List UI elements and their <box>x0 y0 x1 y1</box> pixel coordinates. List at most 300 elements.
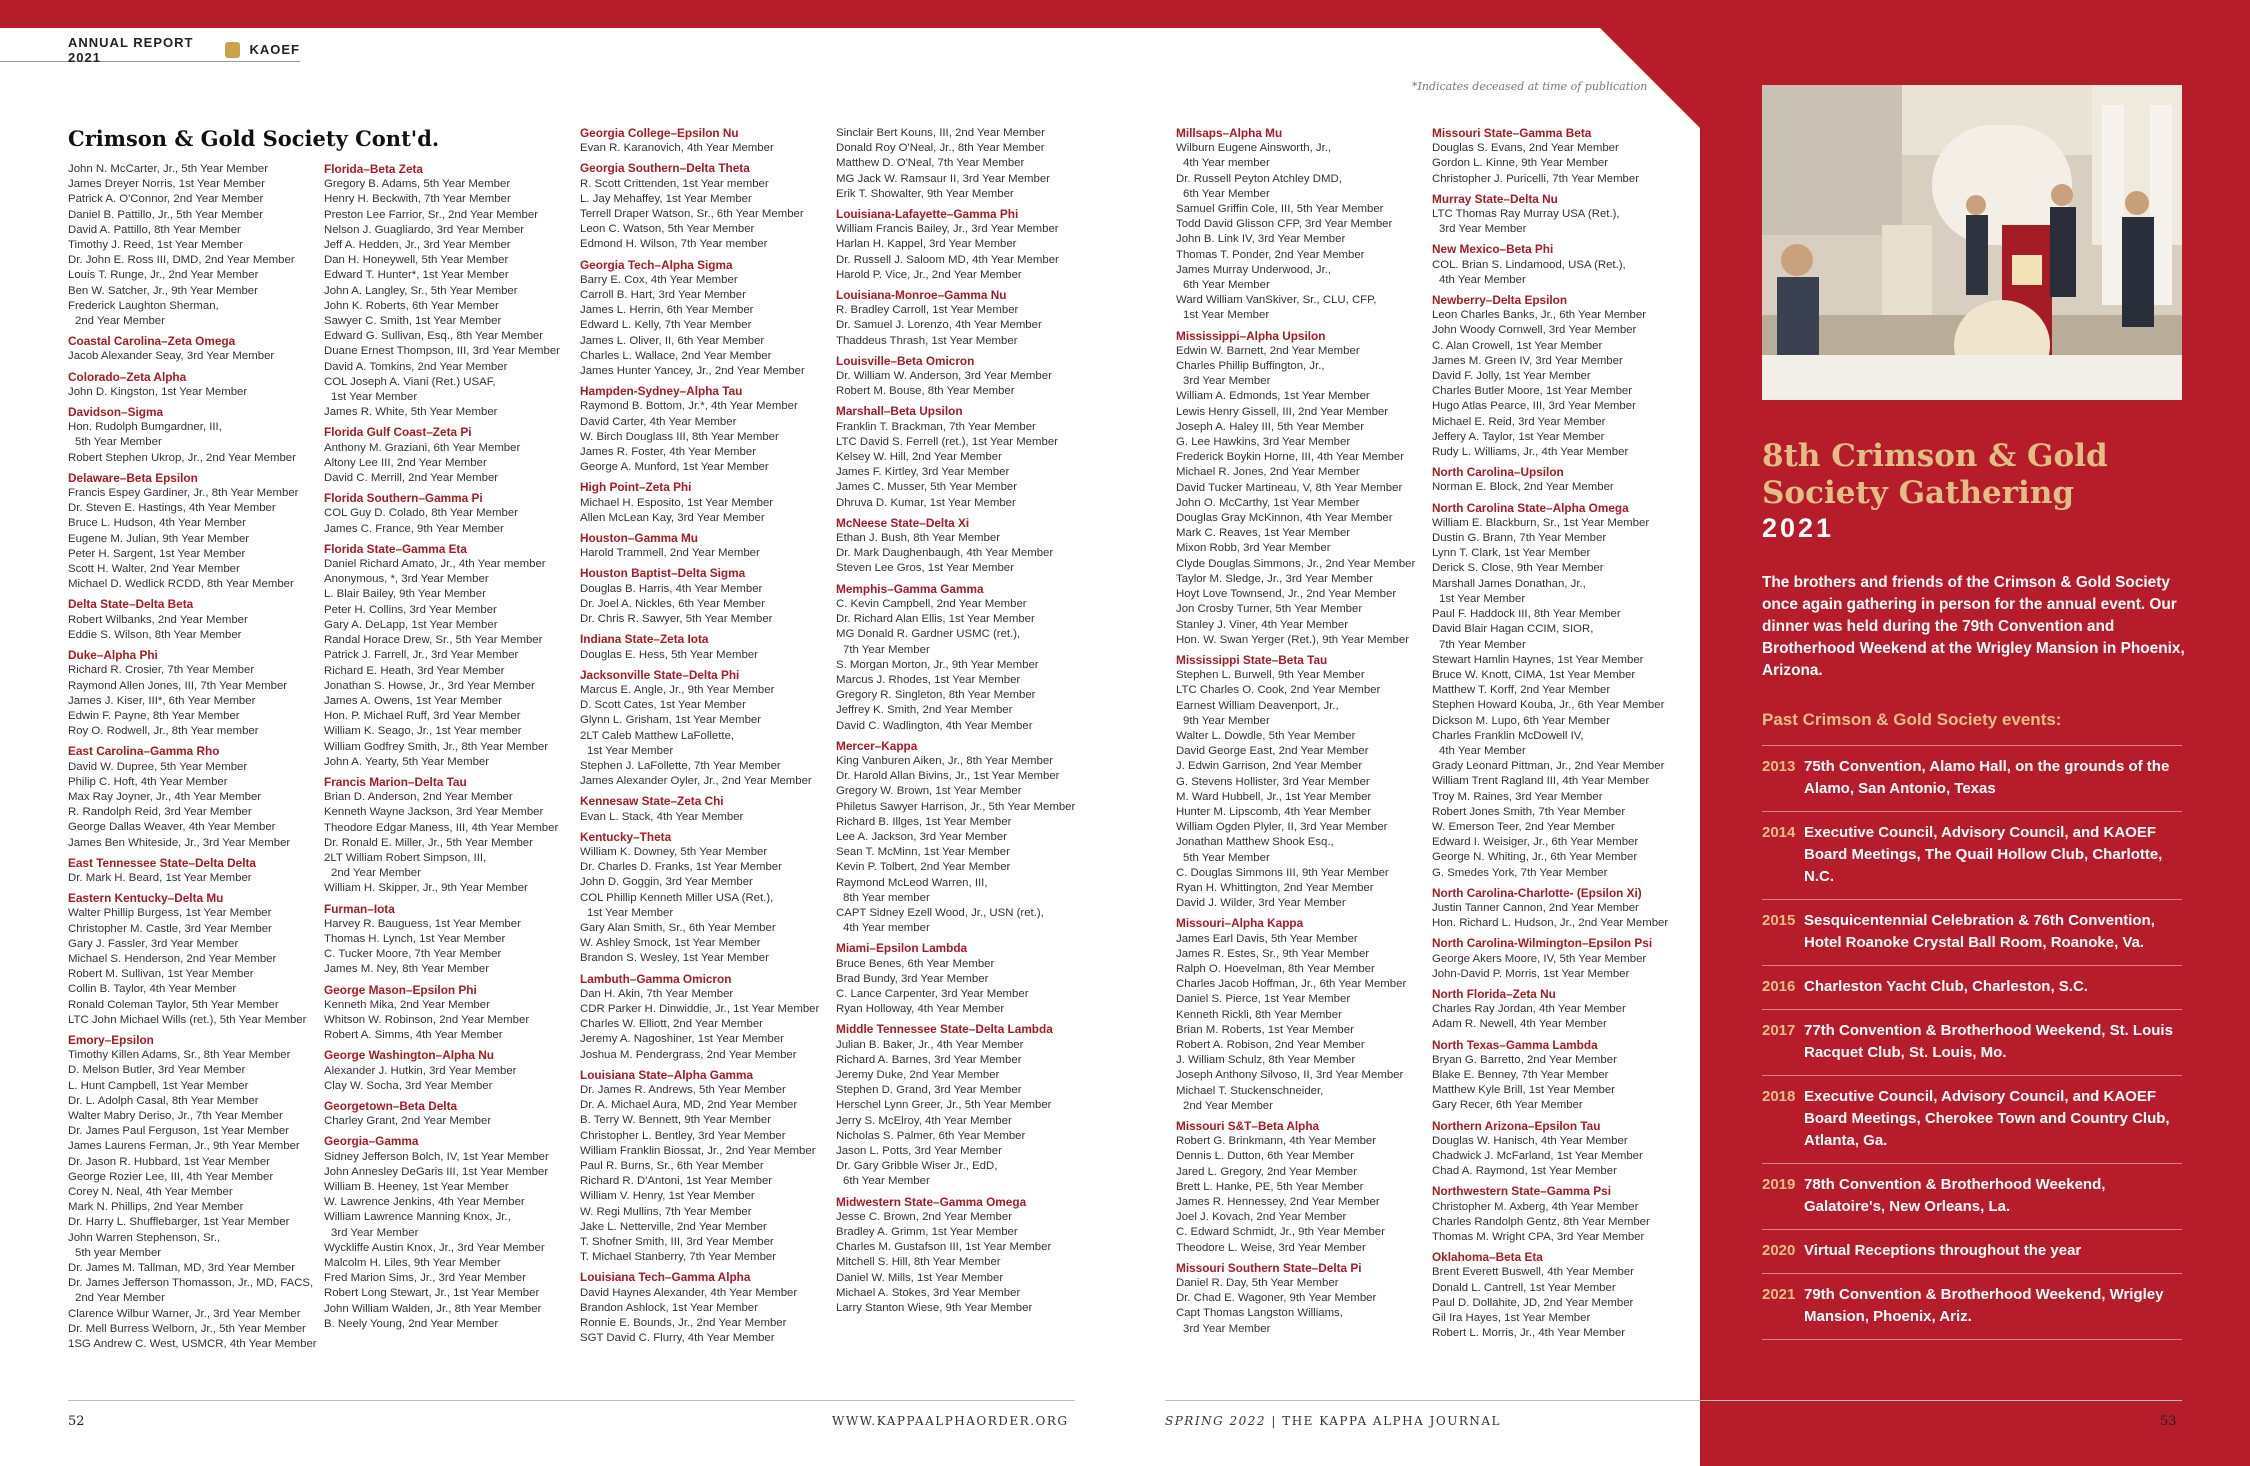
member-line: William B. Heeney, 1st Year Member <box>324 1181 509 1193</box>
member-line: Peter H. Sargent, 1st Year Member <box>68 547 246 560</box>
member-line: Jason L. Potts, 3rd Year Member <box>836 1145 1002 1157</box>
member-line: Dr. Harry L. Shufflebarger, 1st Year Member <box>68 1216 290 1229</box>
member-line: David A. Tomkins, 2nd Year Member <box>324 360 508 373</box>
member-line: 2nd Year Member <box>331 867 421 880</box>
member-line: Ralph O. Hoevelman, 8th Year Member <box>1176 962 1375 975</box>
member-line: Ryan Holloway, 4th Year Member <box>836 1003 1005 1016</box>
member-line: Jonathan Matthew Shook Esq., <box>1176 836 1334 849</box>
member-line: David Blair Hagan CCIM, SIOR, <box>1432 623 1594 636</box>
member-line: 4th Year member <box>843 922 930 935</box>
member-line: Chad A. Raymond, 1st Year Member <box>1432 1165 1617 1178</box>
chapter-heading: Miami–Epsilon Lambda <box>836 941 968 956</box>
member-line: 5th Year Member <box>75 436 162 449</box>
member-line: Robert A. Robison, 2nd Year Member <box>1176 1038 1365 1051</box>
chapter-heading: Eastern Kentucky–Delta Mu <box>68 891 224 906</box>
member-line: Philetus Sawyer Harrison, Jr., 5th Year Member <box>836 800 1076 813</box>
member-line: Mitchell S. Hill, 8th Year Member <box>836 1256 1001 1269</box>
member-line: Dan H. Honeywell, 5th Year Member <box>324 254 509 267</box>
chapter-heading: Northwestern State–Gamma Psi <box>1432 1184 1611 1199</box>
deceased-note: *Indicates deceased at time of publication <box>1412 80 1648 93</box>
member-line: Dr. A. Michael Aura, MD, 2nd Year Member <box>580 1099 798 1112</box>
member-line: Todd David Glisson CFP, 3rd Year Member <box>1176 218 1393 231</box>
member-line: Christopher M. Axberg, 4th Year Member <box>1432 1200 1639 1213</box>
member-line: William Lawrence Manning Knox, Jr., <box>324 1211 511 1224</box>
chapter-heading: North Texas–Gamma Lambda <box>1432 1037 1598 1052</box>
org-label: KAOEF <box>249 42 300 57</box>
footer-rule-right <box>1165 1400 2182 1401</box>
member-line: James Laurens Ferman, Jr., 9th Year Member <box>68 1140 300 1153</box>
chapter-heading: Georgia College–Epsilon Nu <box>580 126 739 140</box>
chapter-heading: Louisville–Beta Omicron <box>836 353 975 368</box>
member-line: Jeremy Duke, 2nd Year Member <box>836 1068 1000 1081</box>
member-line: 6th Year Member <box>1183 279 1270 292</box>
member-line: Max Ray Joyner, Jr., 4th Year Member <box>68 790 262 803</box>
member-line: Dr. William W. Anderson, 3rd Year Member <box>836 370 1052 383</box>
chapter-heading: Louisiana-Monroe–Gamma Nu <box>836 288 1007 303</box>
member-line: Marshall James Donathan, Jr., <box>1432 577 1586 590</box>
member-line: William V. Henry, 1st Year Member <box>580 1190 755 1203</box>
member-line: John Woody Cornwell, 3rd Year Member <box>1432 324 1637 337</box>
member-line: Samuel Griffin Cole, III, 5th Year Member <box>1176 203 1384 216</box>
member-line: L. Hunt Campbell, 1st Year Member <box>68 1079 249 1092</box>
chapter-heading: New Mexico–Beta Phi <box>1432 242 1554 257</box>
member-line: Gordon L. Kinne, 9th Year Member <box>1432 157 1609 170</box>
past-event-year: 2019 <box>1762 1176 1796 1193</box>
member-line: Edward L. Kelly, 7th Year Member <box>580 319 752 332</box>
gathering-title <box>1762 438 2108 512</box>
member-line: Paul R. Burns, Sr., 6th Year Member <box>580 1160 764 1172</box>
chapter-heading: Northern Arizona–Epsilon Tau <box>1432 1118 1601 1133</box>
member-line: Malcolm H. Liles, 9th Year Member <box>324 1257 501 1270</box>
gathering-photo <box>1762 85 2182 400</box>
member-line: Harvey R. Bauguess, 1st Year Member <box>324 917 521 930</box>
member-line: CAPT Sidney Ezell Wood, Jr., USN (ret.), <box>836 906 1044 919</box>
member-line: James L. Herrin, 6th Year Member <box>580 304 754 317</box>
member-line: MG Jack W. Ramsaur II, 3rd Year Member <box>836 172 1050 185</box>
journal-label: THE KAPPA ALPHA JOURNAL <box>1282 1414 1502 1428</box>
member-line: Dr. James Jefferson Thomasson, Jr., MD, FACS, <box>68 1277 314 1290</box>
past-event-text: 77th Convention & Brotherhood Weekend, St. Louis Racquet Club, St. Louis, Mo. <box>1804 1022 2173 1061</box>
past-event-item <box>1762 965 2182 1009</box>
member-line: S. Morgan Morton, Jr., 9th Year Member <box>836 658 1039 671</box>
chapter-heading: Oklahoma–Beta Eta <box>1432 1250 1543 1265</box>
member-line: William Ogden Plyler, II, 3rd Year Member <box>1176 821 1388 834</box>
member-line: Dr. Russell J. Saloom MD, 4th Year Member <box>836 253 1059 266</box>
member-line: C. Alan Crowell, 1st Year Member <box>1432 339 1603 352</box>
member-line: Leon C. Watson, 5th Year Member <box>580 223 755 236</box>
member-line: Michael E. Reid, 3rd Year Member <box>1432 415 1606 428</box>
member-line: Ryan H. Whittington, 2nd Year Member <box>1176 881 1374 894</box>
past-event-item <box>1762 1273 2182 1339</box>
member-line: Sawyer C. Smith, 1st Year Member <box>324 315 502 328</box>
member-line: 2nd Year Member <box>1183 1099 1273 1112</box>
chapter-heading: Louisiana-Lafayette–Gamma Phi <box>836 207 1019 222</box>
member-line: SGT David C. Flurry, 4th Year Member <box>580 1332 775 1345</box>
member-line: Stanley J. Viner, 4th Year Member <box>1176 618 1349 631</box>
member-line: Kevin P. Tolbert, 2nd Year Member <box>836 861 1011 874</box>
member-line: Richard R. D'Antoni, 1st Year Member <box>580 1175 773 1188</box>
member-line: Joseph Anthony Silvoso, II, 3rd Year Member <box>1176 1069 1404 1082</box>
member-line: Sidney Jefferson Bolch, IV, 1st Year Member <box>324 1150 549 1163</box>
member-line: Dr. Mell Burress Welborn, Jr., 5th Year Member <box>68 1322 306 1335</box>
member-line: James R. Estes, Sr., 9th Year Member <box>1176 947 1370 960</box>
member-line: Sean T. McMinn, 1st Year Member <box>836 846 1010 859</box>
member-line: James J. Kiser, III*, 6th Year Member <box>68 694 256 707</box>
past-event-item <box>1762 745 2182 811</box>
member-line: Edwin W. Barnett, 2nd Year Member <box>1176 344 1360 357</box>
member-line: Bradley A. Grimm, 1st Year Member <box>836 1226 1018 1239</box>
member-line: Stephen Howard Kouba, Jr., 6th Year Member <box>1432 699 1665 712</box>
member-line: Thaddeus Thrash, 1st Year Member <box>836 334 1018 347</box>
member-line: Michael T. Stuckenschneider, <box>1176 1084 1324 1097</box>
member-line: Michael D. Wedlick RCDD, 8th Year Member <box>68 578 294 591</box>
member-line: Charley Grant, 2nd Year Member <box>324 1115 492 1128</box>
member-line: Mark N. Phillips, 2nd Year Member <box>68 1201 244 1214</box>
member-line: Christopher M. Castle, 3rd Year Member <box>68 922 272 935</box>
member-line: Frederick Boykin Horne, III, 4th Year Member <box>1176 451 1404 464</box>
member-line: Thomas M. Wright CPA, 3rd Year Member <box>1432 1231 1645 1244</box>
gathering-photo-illustration <box>1762 85 2182 400</box>
member-line: Kenneth Mika, 2nd Year Member <box>324 998 490 1011</box>
member-line: Preston Lee Farrior, Sr., 2nd Year Member <box>324 208 539 221</box>
member-line: Daniel Richard Amato, Jr., 4th Year member <box>324 558 546 571</box>
member-line: Michael A. Stokes, 3rd Year Member <box>836 1286 1021 1299</box>
past-event-item <box>1762 899 2182 965</box>
member-line: Gregory W. Brown, 1st Year Member <box>836 785 1022 798</box>
member-line: J. William Schulz, 8th Year Member <box>1176 1054 1356 1067</box>
gathering-title-line-1: 8th Crimson & Gold <box>1762 438 2108 474</box>
member-line: Hunter M. Lipscomb, 4th Year Member <box>1176 805 1371 818</box>
member-line: King Vanburen Aiken, Jr., 8th Year Member <box>836 754 1053 767</box>
member-line: Gary A. DeLapp, 1st Year Member <box>324 618 498 631</box>
chapter-heading: Francis Marion–Delta Tau <box>324 774 467 789</box>
member-line: Sinclair Bert Kouns, III, 2nd Year Member <box>836 127 1045 139</box>
member-line: Daniel S. Pierce, 1st Year Member <box>1176 993 1351 1006</box>
crest-icon <box>225 42 239 58</box>
gathering-title-line-2: Society Gathering <box>1762 475 2075 511</box>
chapter-heading: Coastal Carolina–Zeta Omega <box>68 334 236 349</box>
past-events-list <box>1762 745 2182 1340</box>
member-line: Jonathan S. Howse, Jr., 3rd Year Member <box>324 679 535 692</box>
member-line: Ronald Coleman Taylor, 5th Year Member <box>68 998 279 1011</box>
member-line: Robert G. Brinkmann, 4th Year Member <box>1176 1135 1377 1148</box>
member-line: Glynn L. Grisham, 1st Year Member <box>580 714 762 727</box>
member-line: David W. Dupree, 5th Year Member <box>68 760 248 773</box>
member-column-2 <box>324 162 574 1332</box>
member-line: 7th Year Member <box>843 643 930 656</box>
chapter-heading: Florida–Beta Zeta <box>324 162 423 176</box>
past-event-item <box>1762 1075 2182 1163</box>
member-line: Robert A. Simms, 4th Year Member <box>324 1029 503 1042</box>
member-line: Troy M. Raines, 3rd Year Member <box>1432 790 1603 803</box>
member-line: C. Kevin Campbell, 2nd Year Member <box>836 597 1027 610</box>
running-head <box>0 34 300 65</box>
member-line: Robert Jones Smith, 7th Year Member <box>1432 805 1626 818</box>
member-line: Matthew D. O'Neal, 7th Year Member <box>836 157 1025 170</box>
member-line: COL Phillip Kenneth Miller USA (Ret.), <box>580 891 774 904</box>
member-line: Hon. W. Swan Yerger (Ret.), 9th Year Member <box>1176 633 1409 646</box>
past-event-item <box>1762 811 2182 899</box>
chapter-heading: Memphis–Gamma Gamma <box>836 581 984 596</box>
member-line: Gary Recer, 6th Year Member <box>1432 1099 1583 1112</box>
member-line: B. Neely Young, 2nd Year Member <box>324 1317 499 1330</box>
member-line: 1st Year Member <box>1439 592 1526 605</box>
member-line: Walter Phillip Burgess, 1st Year Member <box>68 907 272 920</box>
member-line: David Haynes Alexander, 4th Year Member <box>580 1286 798 1299</box>
member-line: Dr. Mark H. Beard, 1st Year Member <box>68 871 252 884</box>
member-line: John William Walden, Jr., 8th Year Member <box>324 1302 542 1315</box>
member-line: Dr. Chris R. Sawyer, 5th Year Member <box>580 613 773 626</box>
member-line: Terrell Draper Watson, Sr., 6th Year Member <box>580 208 804 221</box>
member-line: Joshua M. Pendergrass, 2nd Year Member <box>580 1048 797 1061</box>
member-line: John B. Link IV, 3rd Year Member <box>1176 233 1346 246</box>
member-line: 3rd Year Member <box>331 1226 419 1239</box>
member-line: Brent Everett Buswell, 4th Year Member <box>1432 1266 1634 1279</box>
member-line: Donald Roy O'Neal, Jr., 8th Year Member <box>836 142 1045 155</box>
member-line: Franklin T. Brackman, 7th Year Member <box>836 420 1036 433</box>
member-line: Barry E. Cox, 4th Year Member <box>580 273 738 286</box>
gathering-description: The brothers and friends of the Crimson & Gold Society once again gathering in person for the annual event. Our dinner was held during the 79th Convention and Brotherhood Weekend at the Wrigley Mansion in Phoenix, Arizona. <box>1762 574 2185 679</box>
member-line: 4th Year Member <box>1439 273 1526 286</box>
member-line: Roy O. Rodwell, Jr., 8th Year member <box>68 725 259 738</box>
member-line: Dr. Jason R. Hubbard, 1st Year Member <box>68 1155 270 1168</box>
member-line: Stephen D. Grand, 3rd Year Member <box>836 1084 1022 1097</box>
member-line: Matthew Kyle Brill, 1st Year Member <box>1432 1084 1615 1097</box>
member-line: Fred Marion Sims, Jr., 3rd Year Member <box>324 1272 526 1285</box>
member-line: Gregory R. Singleton, 8th Year Member <box>836 689 1036 702</box>
chapter-heading: North Carolina-Charlotte- (Epsilon Xi) <box>1432 885 1642 900</box>
member-line: L. Blair Bailey, 9th Year Member <box>324 588 486 601</box>
member-line: Earnest William Deavenport, Jr., <box>1176 699 1339 712</box>
member-line: 6th Year Member <box>1183 187 1270 200</box>
member-line: W. Regi Mullins, 7th Year Member <box>580 1205 752 1218</box>
chapter-heading: High Point–Zeta Phi <box>580 480 692 495</box>
member-line: Julian B. Baker, Jr., 4th Year Member <box>836 1038 1024 1051</box>
member-line: Adam R. Newell, 4th Year Member <box>1432 1018 1607 1031</box>
member-line: William Franklin Biossat, Jr., 2nd Year Member <box>580 1144 816 1157</box>
member-line: C. Lance Carpenter, 3rd Year Member <box>836 987 1029 1000</box>
chapter-heading: Missouri S&T–Beta Alpha <box>1176 1119 1320 1133</box>
member-line: Lee A. Jackson, 3rd Year Member <box>836 830 1007 843</box>
member-line: David C. Wadlington, 4th Year Member <box>836 719 1033 732</box>
chapter-heading: McNeese State–Delta Xi <box>836 515 970 530</box>
member-line: Dr. Mark Daughenbaugh, 4th Year Member <box>836 547 1054 560</box>
member-line: 6th Year Member <box>843 1175 930 1188</box>
chapter-heading: Davidson–Sigma <box>68 405 164 420</box>
member-line: Kenneth Wayne Jackson, 3rd Year Member <box>324 806 544 819</box>
member-line: G. Smedes York, 7th Year Member <box>1432 866 1608 879</box>
member-line: Clarence Wilbur Warner, Jr., 3rd Year Member <box>68 1307 301 1320</box>
member-line: Gil Ira Hayes, 1st Year Member <box>1432 1312 1591 1325</box>
member-line: William Francis Bailey, Jr., 3rd Year Member <box>836 223 1059 236</box>
member-line: Corey N. Neal, 4th Year Member <box>68 1186 233 1198</box>
chapter-heading: Florida Southern–Gamma Pi <box>324 491 483 506</box>
member-line: George A. Munford, 1st Year Member <box>580 461 769 474</box>
member-line: James M. Ney, 8th Year Member <box>324 963 490 976</box>
member-line: Steven Lee Gros, 1st Year Member <box>836 562 1014 575</box>
member-line: Robert Stephen Ukrop, Jr., 2nd Year Member <box>68 451 296 464</box>
member-line: COL Guy D. Colado, 8th Year Member <box>324 507 518 520</box>
member-line: Dhruva D. Kumar, 1st Year Member <box>836 496 1016 509</box>
member-line: C. Tucker Moore, 7th Year Member <box>324 948 502 961</box>
member-line: Charles Phillip Buffington, Jr., <box>1176 360 1325 373</box>
past-event-text: Sesquicentennial Celebration & 76th Convention, Hotel Roanoke Crystal Ball Room, Roanoke, Va. <box>1804 912 2155 951</box>
chapter-heading: Murray State–Delta Nu <box>1432 191 1558 206</box>
member-line: CDR Parker H. Dinwiddie, Jr., 1st Year Member <box>580 1002 820 1015</box>
chapter-heading: Georgia Tech–Alpha Sigma <box>580 257 733 272</box>
chapter-heading: Kentucky–Theta <box>580 829 672 844</box>
member-line: R. Randolph Reid, 3rd Year Member <box>68 806 252 819</box>
member-line: James Dreyer Norris, 1st Year Member <box>68 178 265 191</box>
past-event-year: 2013 <box>1762 758 1796 775</box>
member-line: Raymond Allen Jones, III, 7th Year Member <box>68 679 288 692</box>
member-line: 2nd Year Member <box>75 1292 165 1305</box>
member-line: LTC Charles O. Cook, 2nd Year Member <box>1176 684 1381 697</box>
member-line: Douglas B. Harris, 4th Year Member <box>580 582 763 595</box>
member-line: William H. Skipper, Jr., 9th Year Member <box>324 882 528 895</box>
past-events-end-rule <box>1762 1339 2182 1340</box>
member-line: Hon. Richard L. Hudson, Jr., 2nd Year Member <box>1432 917 1669 930</box>
member-line: Raymond McLeod Warren, III, <box>836 876 988 889</box>
member-line: 2LT William Robert Simpson, III, <box>324 851 487 864</box>
chapter-heading: Lambuth–Gamma Omicron <box>580 971 732 986</box>
member-line: Gary Alan Smith, Sr., 6th Year Member <box>580 921 776 934</box>
member-line: George Akers Moore, IV, 5th Year Member <box>1432 952 1647 965</box>
member-line: Douglas S. Evans, 2nd Year Member <box>1432 142 1619 155</box>
member-line: Marcus E. Angle, Jr., 9th Year Member <box>580 683 775 696</box>
member-line: Dr. Ronald E. Miller, Jr., 5th Year Member <box>324 836 533 849</box>
member-line: Brandon S. Wesley, 1st Year Member <box>580 952 769 965</box>
footer-url[interactable]: WWW.KAPPAALPHAORDER.ORG <box>832 1414 1069 1428</box>
member-line: James R. Hennessey, 2nd Year Member <box>1176 1196 1380 1209</box>
member-line: Eddie S. Wilson, 8th Year Member <box>68 628 242 641</box>
chapter-heading: Indiana State–Zeta Iota <box>580 632 709 647</box>
member-line: Charles Franklin McDowell IV, <box>1432 729 1584 742</box>
past-event-text: Executive Council, Advisory Council, and KAOEF Board Meetings, Cherokee Town and Country Club, Atlanta, Ga. <box>1804 1088 2170 1149</box>
chapter-heading: Houston–Gamma Mu <box>580 531 698 546</box>
member-line: Stephen L. Burwell, 9th Year Member <box>1176 669 1365 682</box>
member-line: Jeffery A. Taylor, 1st Year Member <box>1432 430 1605 443</box>
member-line: Dr. James Paul Ferguson, 1st Year Member <box>68 1125 289 1138</box>
member-line: Robert M. Sullivan, 1st Year Member <box>68 968 254 981</box>
page-number-left: 52 <box>68 1414 85 1429</box>
member-line: 1st Year Member <box>587 906 674 919</box>
member-line: Chadwick J. McFarland, 1st Year Member <box>1432 1150 1643 1162</box>
member-line: Christopher J. Puricelli, 7th Year Member <box>1432 172 1640 185</box>
member-line: 7th Year Member <box>1439 638 1526 651</box>
chapter-heading: Missouri–Alpha Kappa <box>1176 916 1304 931</box>
member-line: John-David P. Morris, 1st Year Member <box>1432 967 1630 980</box>
member-line: Edward I. Weisiger, Jr., 6th Year Member <box>1432 836 1639 849</box>
member-line: Richard B. Illges, 1st Year Member <box>836 815 1012 828</box>
member-line: Dr. L. Adolph Casal, 8th Year Member <box>68 1094 259 1107</box>
member-line: Stewart Hamlin Haynes, 1st Year Member <box>1432 653 1644 666</box>
member-line: T. Shofner Smith, III, 3rd Year Member <box>580 1236 774 1249</box>
member-line: Charles Jacob Hoffman, Jr., 6th Year Member <box>1176 978 1407 991</box>
member-line: Ronnie E. Bounds, Jr., 2nd Year Member <box>580 1317 787 1330</box>
member-line: Robert L. Morris, Jr., 4th Year Member <box>1432 1327 1626 1340</box>
member-line: Patrick A. O'Connor, 2nd Year Member <box>68 193 264 206</box>
member-line: Hon. P. Michael Ruff, 3rd Year Member <box>324 710 521 723</box>
chapter-heading: George Mason–Epsilon Phi <box>324 982 477 997</box>
member-line: Edward T. Hunter*, 1st Year Member <box>324 269 509 282</box>
member-line: W. Emerson Teer, 2nd Year Member <box>1432 820 1615 833</box>
member-line: Norman E. Block, 2nd Year Member <box>1432 481 1614 494</box>
member-line: Peter H. Collins, 3rd Year Member <box>324 603 497 616</box>
past-event-text: Executive Council, Advisory Council, and KAOEF Board Meetings, The Quail Hollow Club, Charlotte, N.C. <box>1804 824 2163 885</box>
member-column-5 <box>1176 126 1426 1337</box>
member-line: J. Edwin Garrison, 2nd Year Member <box>1176 760 1363 773</box>
member-line: Francis Espey Gardiner, Jr., 8th Year Member <box>68 487 299 500</box>
member-line: Edward G. Sullivan, Esq., 8th Year Member <box>324 330 544 343</box>
member-line: Timothy Killen Adams, Sr., 8th Year Member <box>68 1049 291 1062</box>
member-line: Scott H. Walter, 2nd Year Member <box>68 563 240 576</box>
chapter-heading: George Washington–Alpha Nu <box>324 1048 494 1063</box>
member-line: Anthony M. Graziani, 6th Year Member <box>324 441 521 454</box>
member-line: 5th year Member <box>75 1246 162 1259</box>
member-line: Herschel Lynn Greer, Jr., 5th Year Member <box>836 1099 1052 1112</box>
member-line: R. Scott Crittenden, 1st Year member <box>580 177 769 190</box>
member-line: Harold P. Vice, Jr., 2nd Year Member <box>836 268 1022 281</box>
member-line: Dr. John E. Ross III, DMD, 2nd Year Member <box>68 254 295 267</box>
member-line: John O. McCarthy, 1st Year Member <box>1176 496 1360 509</box>
member-line: Daniel W. Mills, 1st Year Member <box>836 1271 1004 1284</box>
member-line: Evan R. Karanovich, 4th Year Member <box>580 142 774 155</box>
member-line: Brian M. Roberts, 1st Year Member <box>1176 1023 1354 1036</box>
member-line: Randal Horace Drew, Sr., 5th Year Member <box>324 634 543 647</box>
member-line: Thomas T. Ponder, 2nd Year Member <box>1176 248 1365 261</box>
member-line: Dr. Russell Peyton Atchley DMD, <box>1176 172 1342 185</box>
past-event-item <box>1762 1163 2182 1229</box>
member-line: Eugene M. Julian, 9th Year Member <box>68 532 250 545</box>
chapter-heading: Mississippi–Alpha Upsilon <box>1176 328 1326 343</box>
member-line: Lynn T. Clark, 1st Year Member <box>1432 547 1591 560</box>
member-line: Jeffrey K. Smith, 2nd Year Member <box>836 704 1013 717</box>
member-line: 5th Year Member <box>1183 851 1270 864</box>
member-line: Ward William VanSkiver, Sr., CLU, CFP, <box>1176 294 1377 307</box>
member-line: Blake E. Benney, 7th Year Member <box>1432 1068 1609 1081</box>
past-event-text: Charleston Yacht Club, Charleston, S.C. <box>1804 978 2088 995</box>
member-line: Allen McLean Kay, 3rd Year Member <box>580 511 765 524</box>
member-line: W. Lawrence Jenkins, 4th Year Member <box>324 1196 525 1209</box>
past-event-year: 2021 <box>1762 1286 1796 1303</box>
member-line: William K. Downey, 5th Year Member <box>580 845 768 858</box>
member-line: Bryan G. Barretto, 2nd Year Member <box>1432 1053 1617 1066</box>
member-line: Jon Crosby Turner, 5th Year Member <box>1176 603 1363 616</box>
member-line: Dr. James M. Tallman, MD, 3rd Year Member <box>68 1262 296 1275</box>
member-line: James Alexander Oyler, Jr., 2nd Year Member <box>580 775 812 788</box>
chapter-heading: Florida State–Gamma Eta <box>324 541 467 556</box>
member-line: James M. Green IV, 3rd Year Member <box>1432 354 1623 367</box>
chapter-heading: Colorado–Zeta Alpha <box>68 369 187 384</box>
member-line: Nicholas S. Palmer, 6th Year Member <box>836 1129 1026 1142</box>
member-line: James Earl Davis, 5th Year Member <box>1176 932 1358 945</box>
member-line: Justin Tanner Cannon, 2nd Year Member <box>1432 901 1639 914</box>
member-line: Dr. Gary Gribble Wiser Jr., EdD, <box>836 1160 998 1173</box>
member-line: Carroll B. Hart, 3rd Year Member <box>580 289 746 302</box>
member-line: LTC John Michael Wills (ret.), 5th Year Member <box>68 1013 307 1026</box>
chapter-heading: North Florida–Zeta Nu <box>1432 986 1556 1001</box>
member-line: Charles Randolph Gentz, 8th Year Member <box>1432 1215 1650 1228</box>
member-line: James F. Kirtley, 3rd Year Member <box>836 466 1010 479</box>
member-line: James Ben Whiteside, Jr., 3rd Year Member <box>68 836 291 849</box>
member-line: T. Michael Stanberry, 7th Year Member <box>580 1251 777 1264</box>
member-line: Brandon Ashlock, 1st Year Member <box>580 1301 758 1314</box>
member-line: James C. Musser, 5th Year Member <box>836 481 1018 494</box>
member-line: William Godfrey Smith, Jr., 8th Year Member <box>324 740 549 753</box>
chapter-heading: Georgia Southern–Delta Theta <box>580 161 750 176</box>
member-line: Henry H. Beckwith, 7th Year Member <box>324 193 511 206</box>
